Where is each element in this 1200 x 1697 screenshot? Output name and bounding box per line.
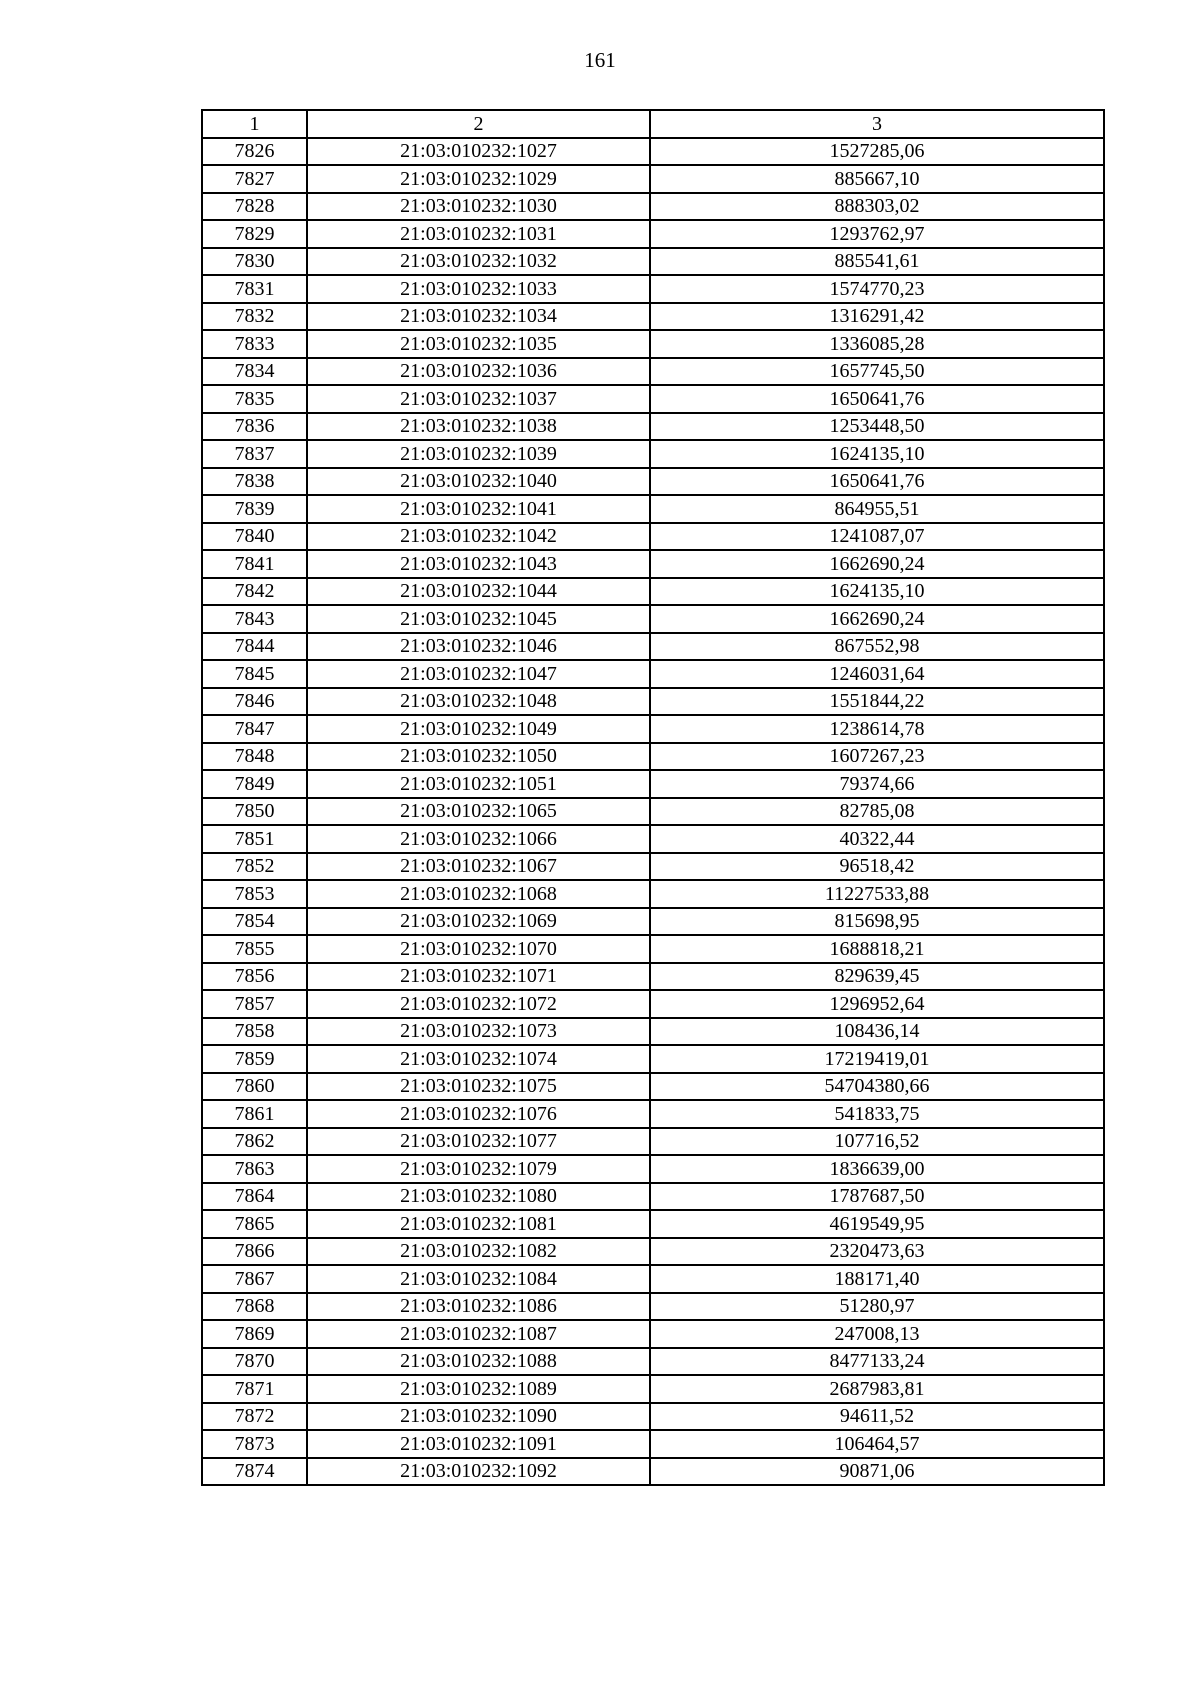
table-row [202, 1155, 1104, 1183]
value-cell: 541833,75 [650, 1100, 1104, 1128]
row-number-cell: 7850 [202, 798, 307, 826]
value-cell: 1836639,00 [650, 1155, 1104, 1183]
table-row [202, 1403, 1104, 1431]
cadastral-number-cell: 21:03:010232:1068 [307, 880, 650, 908]
cadastral-number-cell: 21:03:010232:1031 [307, 220, 650, 248]
table-row [202, 1375, 1104, 1403]
table-row [202, 880, 1104, 908]
cadastral-number-cell: 21:03:010232:1086 [307, 1293, 650, 1321]
cadastral-number-cell: 21:03:010232:1080 [307, 1183, 650, 1211]
value-cell: 51280,97 [650, 1293, 1104, 1321]
row-number-cell: 7841 [202, 550, 307, 578]
table-row [202, 440, 1104, 468]
column-header-3: 3 [650, 110, 1104, 138]
value-cell: 188171,40 [650, 1265, 1104, 1293]
table-row [202, 743, 1104, 771]
row-number-cell: 7852 [202, 853, 307, 881]
row-number-cell: 7849 [202, 770, 307, 798]
table-row [202, 1045, 1104, 1073]
row-number-cell: 7828 [202, 193, 307, 221]
cadastral-number-cell: 21:03:010232:1032 [307, 248, 650, 276]
value-cell: 885541,61 [650, 248, 1104, 276]
row-number-cell: 7830 [202, 248, 307, 276]
row-number-cell: 7846 [202, 688, 307, 716]
cadastral-number-cell: 21:03:010232:1047 [307, 660, 650, 688]
cadastral-number-cell: 21:03:010232:1040 [307, 468, 650, 496]
cadastral-number-cell: 21:03:010232:1048 [307, 688, 650, 716]
row-number-cell: 7835 [202, 385, 307, 413]
value-cell: 1238614,78 [650, 715, 1104, 743]
cadastral-number-cell: 21:03:010232:1029 [307, 165, 650, 193]
row-number-cell: 7843 [202, 605, 307, 633]
row-number-cell: 7857 [202, 990, 307, 1018]
value-cell: 11227533,88 [650, 880, 1104, 908]
cadastral-number-cell: 21:03:010232:1027 [307, 138, 650, 166]
cadastral-number-cell: 21:03:010232:1079 [307, 1155, 650, 1183]
value-cell: 1662690,24 [650, 605, 1104, 633]
cadastral-number-cell: 21:03:010232:1050 [307, 743, 650, 771]
row-number-cell: 7833 [202, 330, 307, 358]
row-number-cell: 7870 [202, 1348, 307, 1376]
table-row [202, 303, 1104, 331]
value-cell: 867552,98 [650, 633, 1104, 661]
value-cell: 1246031,64 [650, 660, 1104, 688]
row-number-cell: 7844 [202, 633, 307, 661]
table-row [202, 798, 1104, 826]
column-header-2: 2 [307, 110, 650, 138]
value-cell: 94611,52 [650, 1403, 1104, 1431]
value-cell: 90871,06 [650, 1458, 1104, 1486]
value-cell: 4619549,95 [650, 1210, 1104, 1238]
cadastral-number-cell: 21:03:010232:1037 [307, 385, 650, 413]
table-row [202, 963, 1104, 991]
table-row [202, 193, 1104, 221]
cadastral-number-cell: 21:03:010232:1035 [307, 330, 650, 358]
table-row [202, 908, 1104, 936]
table-row [202, 660, 1104, 688]
cadastral-number-cell: 21:03:010232:1090 [307, 1403, 650, 1431]
value-cell: 1296952,64 [650, 990, 1104, 1018]
value-cell: 96518,42 [650, 853, 1104, 881]
row-number-cell: 7836 [202, 413, 307, 441]
cadastral-number-cell: 21:03:010232:1071 [307, 963, 650, 991]
value-cell: 885667,10 [650, 165, 1104, 193]
table-row [202, 165, 1104, 193]
table-row [202, 1128, 1104, 1156]
value-cell: 2320473,63 [650, 1238, 1104, 1266]
row-number-cell: 7854 [202, 908, 307, 936]
value-cell: 106464,57 [650, 1430, 1104, 1458]
table-row [202, 1018, 1104, 1046]
row-number-cell: 7858 [202, 1018, 307, 1046]
cadastral-number-cell: 21:03:010232:1043 [307, 550, 650, 578]
cadastral-number-cell: 21:03:010232:1051 [307, 770, 650, 798]
row-number-cell: 7826 [202, 138, 307, 166]
table-row [202, 1210, 1104, 1238]
row-number-cell: 7840 [202, 523, 307, 551]
table-row [202, 1320, 1104, 1348]
cadastral-number-cell: 21:03:010232:1087 [307, 1320, 650, 1348]
value-cell: 1650641,76 [650, 385, 1104, 413]
cadastral-number-cell: 21:03:010232:1076 [307, 1100, 650, 1128]
table-row [202, 1073, 1104, 1101]
cadastral-number-cell: 21:03:010232:1041 [307, 495, 650, 523]
value-cell: 1657745,50 [650, 358, 1104, 386]
row-number-cell: 7871 [202, 1375, 307, 1403]
row-number-cell: 7839 [202, 495, 307, 523]
row-number-cell: 7868 [202, 1293, 307, 1321]
cadastral-number-cell: 21:03:010232:1066 [307, 825, 650, 853]
row-number-cell: 7831 [202, 275, 307, 303]
value-cell: 1316291,42 [650, 303, 1104, 331]
cadastral-number-cell: 21:03:010232:1033 [307, 275, 650, 303]
table-row [202, 330, 1104, 358]
cadastral-number-cell: 21:03:010232:1046 [307, 633, 650, 661]
cadastral-number-cell: 21:03:010232:1092 [307, 1458, 650, 1486]
row-number-cell: 7865 [202, 1210, 307, 1238]
row-number-cell: 7834 [202, 358, 307, 386]
value-cell: 1574770,23 [650, 275, 1104, 303]
table-row [202, 1458, 1104, 1486]
value-cell: 1624135,10 [650, 578, 1104, 606]
page-number: 161 [584, 48, 616, 72]
row-number-cell: 7862 [202, 1128, 307, 1156]
table-header-row [202, 110, 1104, 138]
value-cell: 1624135,10 [650, 440, 1104, 468]
table-row [202, 1100, 1104, 1128]
table-row [202, 523, 1104, 551]
value-cell: 1688818,21 [650, 935, 1104, 963]
cadastral-number-cell: 21:03:010232:1067 [307, 853, 650, 881]
value-cell: 8477133,24 [650, 1348, 1104, 1376]
cadastral-number-cell: 21:03:010232:1077 [307, 1128, 650, 1156]
table-row [202, 1238, 1104, 1266]
row-number-cell: 7869 [202, 1320, 307, 1348]
row-number-cell: 7873 [202, 1430, 307, 1458]
table-row [202, 853, 1104, 881]
cadastral-number-cell: 21:03:010232:1069 [307, 908, 650, 936]
cadastral-number-cell: 21:03:010232:1036 [307, 358, 650, 386]
table-row [202, 770, 1104, 798]
row-number-cell: 7853 [202, 880, 307, 908]
table-row [202, 275, 1104, 303]
table-row [202, 1293, 1104, 1321]
cadastral-number-cell: 21:03:010232:1091 [307, 1430, 650, 1458]
table-row [202, 413, 1104, 441]
table-row [202, 935, 1104, 963]
table-row [202, 633, 1104, 661]
cadastral-number-cell: 21:03:010232:1034 [307, 303, 650, 331]
cadastral-number-cell: 21:03:010232:1030 [307, 193, 650, 221]
table-row [202, 1348, 1104, 1376]
row-number-cell: 7863 [202, 1155, 307, 1183]
row-number-cell: 7866 [202, 1238, 307, 1266]
row-number-cell: 7832 [202, 303, 307, 331]
row-number-cell: 7837 [202, 440, 307, 468]
value-cell: 2687983,81 [650, 1375, 1104, 1403]
value-cell: 82785,08 [650, 798, 1104, 826]
cadastral-number-cell: 21:03:010232:1088 [307, 1348, 650, 1376]
cadastral-number-cell: 21:03:010232:1065 [307, 798, 650, 826]
table-row [202, 248, 1104, 276]
table-row [202, 385, 1104, 413]
cadastral-number-cell: 21:03:010232:1038 [307, 413, 650, 441]
value-cell: 1253448,50 [650, 413, 1104, 441]
table-body [202, 138, 1104, 1486]
row-number-cell: 7847 [202, 715, 307, 743]
table-row [202, 468, 1104, 496]
cadastral-number-cell: 21:03:010232:1049 [307, 715, 650, 743]
cadastral-number-cell: 21:03:010232:1073 [307, 1018, 650, 1046]
cadastral-number-cell: 21:03:010232:1039 [307, 440, 650, 468]
value-cell: 54704380,66 [650, 1073, 1104, 1101]
cadastral-number-cell: 21:03:010232:1042 [307, 523, 650, 551]
cadastral-number-cell: 21:03:010232:1072 [307, 990, 650, 1018]
cadastral-number-cell: 21:03:010232:1081 [307, 1210, 650, 1238]
table-row [202, 1430, 1104, 1458]
row-number-cell: 7864 [202, 1183, 307, 1211]
value-cell: 1241087,07 [650, 523, 1104, 551]
row-number-cell: 7842 [202, 578, 307, 606]
cadastral-number-cell: 21:03:010232:1074 [307, 1045, 650, 1073]
value-cell: 1607267,23 [650, 743, 1104, 771]
cadastral-number-cell: 21:03:010232:1045 [307, 605, 650, 633]
table-header [202, 110, 1104, 138]
table-row [202, 605, 1104, 633]
row-number-cell: 7838 [202, 468, 307, 496]
cadastral-number-cell: 21:03:010232:1044 [307, 578, 650, 606]
table-row [202, 1183, 1104, 1211]
value-cell: 1650641,76 [650, 468, 1104, 496]
value-cell: 107716,52 [650, 1128, 1104, 1156]
row-number-cell: 7872 [202, 1403, 307, 1431]
data-table [201, 109, 1105, 1486]
value-cell: 40322,44 [650, 825, 1104, 853]
cadastral-number-cell: 21:03:010232:1075 [307, 1073, 650, 1101]
row-number-cell: 7856 [202, 963, 307, 991]
table-row [202, 825, 1104, 853]
table-row [202, 990, 1104, 1018]
row-number-cell: 7851 [202, 825, 307, 853]
value-cell: 1336085,28 [650, 330, 1104, 358]
value-cell: 1787687,50 [650, 1183, 1104, 1211]
value-cell: 1662690,24 [650, 550, 1104, 578]
value-cell: 17219419,01 [650, 1045, 1104, 1073]
row-number-cell: 7861 [202, 1100, 307, 1128]
table-row [202, 138, 1104, 166]
table-row [202, 1265, 1104, 1293]
row-number-cell: 7845 [202, 660, 307, 688]
value-cell: 1527285,06 [650, 138, 1104, 166]
row-number-cell: 7829 [202, 220, 307, 248]
row-number-cell: 7859 [202, 1045, 307, 1073]
row-number-cell: 7860 [202, 1073, 307, 1101]
cadastral-number-cell: 21:03:010232:1070 [307, 935, 650, 963]
value-cell: 829639,45 [650, 963, 1104, 991]
table-row [202, 715, 1104, 743]
row-number-cell: 7848 [202, 743, 307, 771]
value-cell: 888303,02 [650, 193, 1104, 221]
row-number-cell: 7827 [202, 165, 307, 193]
row-number-cell: 7874 [202, 1458, 307, 1486]
row-number-cell: 7855 [202, 935, 307, 963]
value-cell: 79374,66 [650, 770, 1104, 798]
cadastral-number-cell: 21:03:010232:1082 [307, 1238, 650, 1266]
table-row [202, 578, 1104, 606]
value-cell: 1293762,97 [650, 220, 1104, 248]
table-row [202, 550, 1104, 578]
cadastral-number-cell: 21:03:010232:1084 [307, 1265, 650, 1293]
cadastral-number-cell: 21:03:010232:1089 [307, 1375, 650, 1403]
value-cell: 247008,13 [650, 1320, 1104, 1348]
value-cell: 1551844,22 [650, 688, 1104, 716]
table-row [202, 220, 1104, 248]
table-row [202, 688, 1104, 716]
value-cell: 108436,14 [650, 1018, 1104, 1046]
value-cell: 864955,51 [650, 495, 1104, 523]
row-number-cell: 7867 [202, 1265, 307, 1293]
value-cell: 815698,95 [650, 908, 1104, 936]
table-row [202, 358, 1104, 386]
table-row [202, 495, 1104, 523]
column-header-1: 1 [202, 110, 307, 138]
